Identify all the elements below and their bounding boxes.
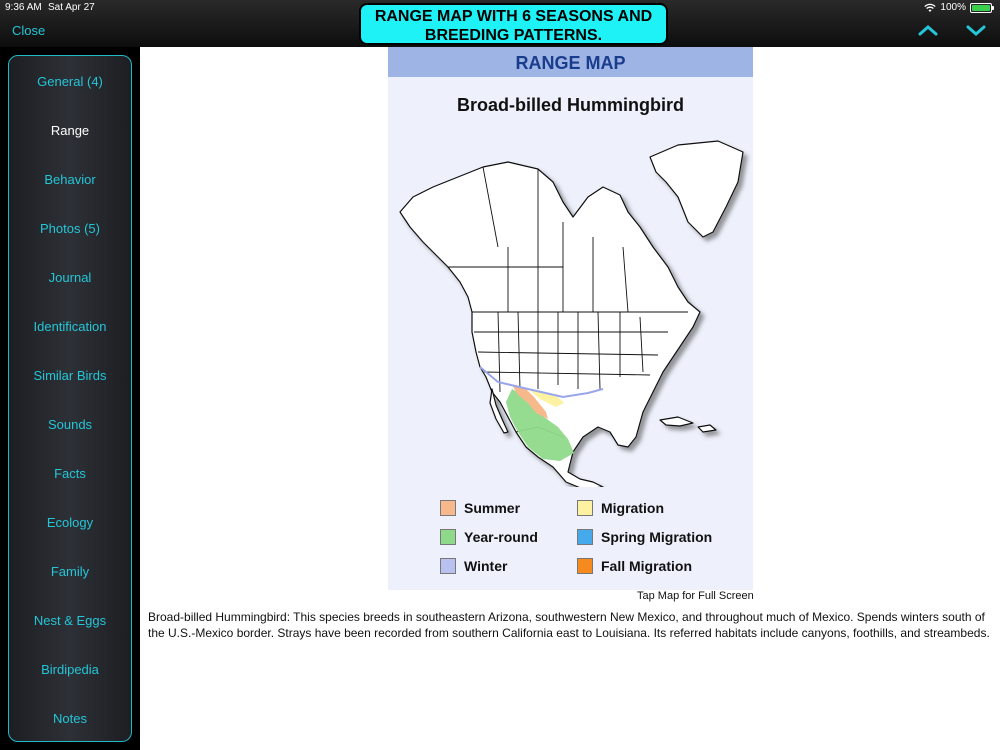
tap-hint: Tap Map for Full Screen (637, 590, 754, 602)
top-bar (0, 0, 1000, 47)
legend-label: Migration (601, 500, 664, 516)
greenland-shape (650, 141, 743, 237)
status-date: Sat Apr 27 (48, 2, 95, 13)
status-time: 9:36 AM (5, 2, 42, 13)
legend-item-year-round (440, 529, 538, 545)
sidebar-item-birdipedia[interactable]: Birdipedia (41, 662, 99, 677)
sidebar-item-photos[interactable]: Photos (5) (40, 221, 100, 236)
fall-migration-swatch (577, 558, 593, 574)
north-america-map (388, 127, 753, 487)
battery-percent: 100% (940, 2, 966, 13)
legend-label: Fall Migration (601, 558, 692, 574)
map-header: RANGE MAP (388, 47, 753, 77)
sidebar-item-sounds[interactable]: Sounds (47, 417, 93, 432)
sidebar-item-range[interactable]: Range (50, 123, 90, 138)
sidebar-item-facts[interactable]: Facts (54, 466, 86, 481)
sidebar-item-similar-birds[interactable]: Similar Birds (33, 368, 107, 383)
summer-swatch (440, 500, 456, 516)
sidebar-item-general[interactable]: General (4) (37, 74, 103, 89)
banner-line-2: BREEDING PATTERNS. (424, 27, 603, 44)
legend-item-winter (440, 558, 507, 574)
sidebar-item-ecology[interactable]: Ecology (46, 515, 94, 530)
spring-migration-swatch (577, 529, 593, 545)
sidebar-item-behavior[interactable]: Behavior (44, 172, 96, 187)
legend-label: Winter (464, 558, 508, 574)
sidebar-item-nest-eggs[interactable]: Nest & Eggs (33, 613, 107, 628)
sidebar-item-identification[interactable]: Identification (33, 319, 107, 334)
battery-icon (970, 3, 992, 13)
sidebar-item-journal[interactable]: Journal (48, 270, 92, 285)
map-species-title: Broad-billed Hummingbird (457, 95, 684, 115)
range-map[interactable] (388, 47, 753, 590)
legend-item-spring-migration (577, 529, 712, 545)
species-description: Broad-billed Hummingbird: This species breeds in southeastern Arizona, southwestern New Mexico, and throughout much of Mexico. Spends winters south of the U.S.-Mexico border. Strays have been recorded from southern California east to Louisiana. Its referred habitats include canyons, foothills, and streambeds. (148, 610, 990, 640)
wifi-icon (924, 3, 936, 13)
title-banner (359, 3, 668, 45)
legend-item-fall-migration (577, 558, 692, 574)
legend-label: Year-round (464, 529, 538, 545)
legend-label: Spring Migration (601, 529, 713, 545)
status-right (924, 1, 992, 15)
banner-line-1: RANGE MAP WITH 6 SEASONS AND (374, 8, 653, 25)
content-pane (140, 47, 1000, 750)
hispaniola-shape (698, 425, 716, 432)
sidebar-item-family[interactable]: Family (50, 564, 90, 579)
legend-item-migration (577, 500, 664, 516)
sidebar (8, 55, 132, 742)
chevron-up-icon[interactable] (918, 22, 938, 38)
cuba-shape (660, 417, 693, 426)
migration-swatch (577, 500, 593, 516)
close-button[interactable]: Close (12, 23, 46, 38)
chevron-down-icon[interactable] (966, 22, 986, 38)
winter-swatch (440, 558, 456, 574)
sidebar-item-notes[interactable]: Notes (53, 711, 87, 726)
legend-item-summer (440, 500, 520, 516)
year-round-swatch (440, 529, 456, 545)
legend-label: Summer (464, 500, 521, 516)
